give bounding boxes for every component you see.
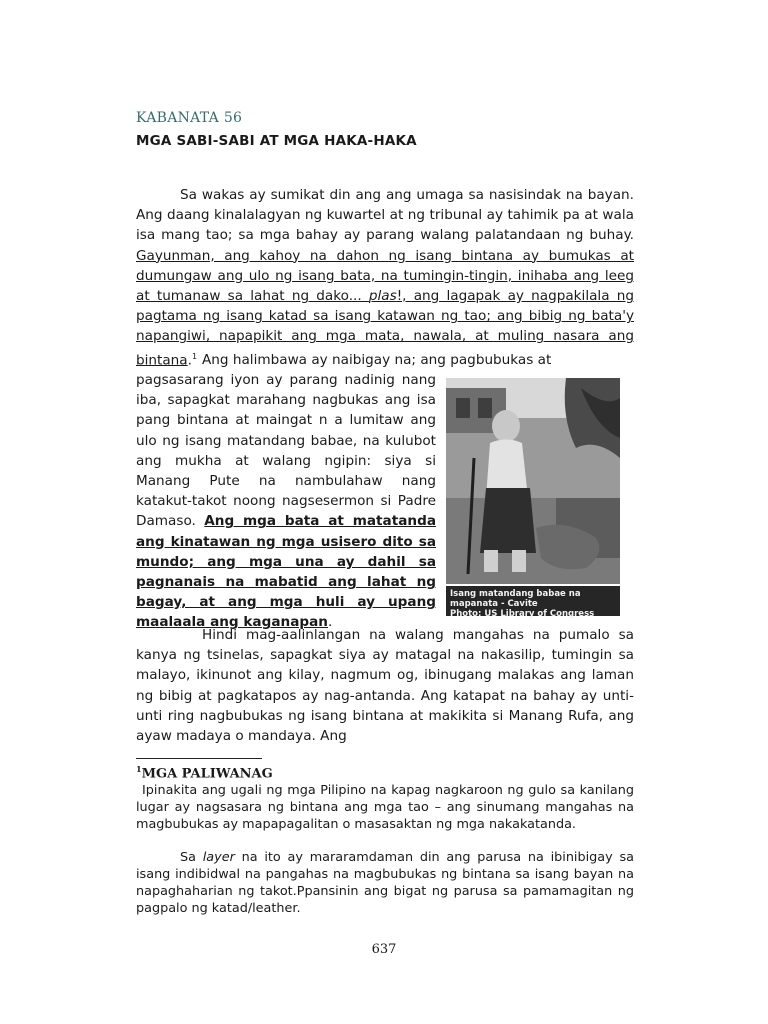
paragraph-3-text: Hindi mag-aalinlangan na walang mangahas na pumalo sa kanya ng tsinelas, sapagkat siya ay matagal na nakasilip, tumingin sa malayo, ikinunot ang kilay, nagmum og, ibinugang malakas ang laman ng bibig at pagkatapos ay nag-antanda. Ang katapat na bahay ay unti-unti ring nagbubukas ng isang bintana at makikita si Manang Rufa, ang ayaw madaya o mandaya. Ang [136, 627, 634, 745]
footnote-title [136, 764, 273, 781]
paragraph-2-emphasis: Ang mga bata at matatanda ang kinatawan ng mga usisero dito sa mundo; ang mga una ay dahil sa pagnanais na mabatid ang lahat ng bagay, at ang mga huli ay upang maalaala ang kaganapan [136, 513, 436, 631]
footnote-text-2-post: na ito ay mararamdaman din ang parusa na ibinibigay sa isang indibidwal na pangahas na magbubukas ng bintana sa isang bayan na napaghaharian ng takot.Ppansinin ang bigat ng parusa sa pamamagitan ng pagpalo ng katad/leather. [136, 850, 634, 916]
paragraph-2 [136, 370, 436, 633]
footnote-text-1-content: Ipinakita ang ugali ng mga Pilipino na kapag nagkaroon ng gulo sa kanilang lugar ay nagsasara ng bintana ang mga tao – ang sinumang mangahas na magbubukas ay mapapagalitan o masasaktan ng mga nakakatanda. [136, 783, 634, 832]
page-number: 637 [371, 942, 397, 957]
footnote-reference: 1 [191, 351, 198, 361]
footnote-divider [136, 758, 262, 759]
paragraph-2-end: . [327, 614, 333, 631]
footnote-text-2-pre: Sa [180, 850, 203, 865]
footnote-marker: 1 [136, 764, 142, 774]
paragraph-1-onomatopoeia: plas [368, 288, 397, 305]
footnote-title-text: MGA PALIWANAG [141, 766, 273, 782]
photo-caption [446, 586, 620, 619]
paragraph-2-lead-text: Ang halimbawa ay naibigay na; ang pagbubukas at [202, 352, 552, 368]
old-woman-photo [446, 378, 620, 584]
footnote-text-2 [136, 849, 634, 917]
paragraph-1-text: Sa wakas ay sumikat din ang ang umaga sa nasisindak na bayan. Ang daang kinalalagyan ng kuwartel at ng tribunal ay tahimik pa at wala isa mang tao; sa mga bahay ay parang walang palatandaan ng buhay. [136, 187, 634, 244]
chapter-title: MGA SABI-SABI AT MGA HAKA-HAKA [136, 133, 417, 149]
paragraph-1-underlined-b: !, ang lagapak ay nagpakilala ng pagtama ng isang katad sa isang katawan ng tao; ang bibig ng bata'y napangiwi, napapikit ang mga mata, nawala, at muling nasara ang bintana [136, 288, 634, 369]
photo-caption-line-2: Photo: US Library of Congress [450, 609, 595, 619]
paragraph-2-text: pagsasarang iyon ay parang nadinig nang iba, sapagkat marahang nagbukas ang isa pang bintana at maingat n a lumitaw ang ulo ng isang matandang babae, na kulubot ang mukha at walang ngipin: siya si Manang Pute na nambulahaw nang katakut-takot noong nagsesermon si Padre Damaso. [136, 372, 436, 530]
paragraph-3 [136, 625, 634, 746]
photo-caption-line-1: Isang matandang babae na mapanata - Cavite [450, 589, 581, 609]
photo-illustration [446, 378, 620, 584]
footnote-text-1 [136, 782, 634, 833]
paragraph-2-lead [136, 350, 634, 370]
footnote-text-2-italic: layer [202, 850, 235, 865]
paragraph-1: Sa wakas ay sumikat din ang ang umaga sa nasisindak na bayan. Ang daang kinalalagyan ng kuwartel at ng tribunal ay tahimik pa at wala isa mang tao; sa mga bahay ay parang walang palatandaan ng buhay. Gayunman, ang kahoy na dahon ng isang bintana ay bumukas at dumungaw ang ulo ng isang bata, na tumingin-tingin, inihaba ang leeg at tumanaw sa lahat ng dako... plas!, ang lagapak ay nagpakilala ng pagtama ng isang katad sa isang katawan ng tao; ang bibig ng bata'y napangiwi, napapikit ang mga mata, nawala, at muling nasara ang bintana.$^1$ [136, 187, 634, 369]
paragraph-1-underlined-a: Gayunman, ang kahoy na dahon ng isang bintana ay bumukas at dumungaw ang ulo ng isang bata, na tumingin-tingin, inihaba ang leeg at tumanaw sa lahat ng dako... [136, 247, 634, 305]
chapter-label: KABANATA 56 [136, 110, 243, 126]
